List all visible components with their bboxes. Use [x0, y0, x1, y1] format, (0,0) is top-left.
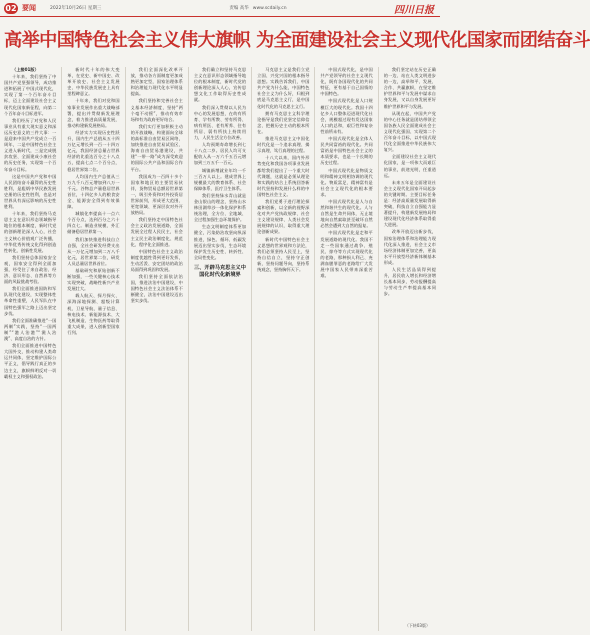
article-paragraph: 十年来，我们坚持马克思主义在意识形态领域指导地位的根本制度，新时代党的创新理论深入人心，社会主义核心价值观广泛传播，中华优秀传统文化得到创造性转化、创新性发展。 — [4, 211, 57, 253]
page-number-badge: 02 — [5, 3, 17, 13]
article-paragraph: 未来五年是全面建设社会主义现代化国家开局起步的关键时期。主要目标任务是：经济高质量发展取得新突破，科技自立自强能力显著提升，构建新发展格局和建设现代化经济体系取得重大进展。 — [383, 179, 436, 228]
article-paragraph: 我们确立和坚持马克思主义在意识形态领域指导地位的根本制度，新时代党的创新理论深入人心，宣传思想文化工作取得历史性成就。 — [193, 67, 247, 103]
article-paragraph: 十年来，我们对党和国家事业发展作出重大战略部署，提出并贯彻新发展理念，着力推进高质量发展，推动构建新发展格局。 — [67, 98, 120, 128]
issue-date: 2022年10月26日 星期三 — [50, 6, 102, 11]
column-divider — [378, 67, 379, 631]
article-paragraph: 我们党勇于进行理论探索和创新，以全新的视野深化对共产党执政规律、社会主义建设规律、人类社会发展规律的认识，取得重大理论创新成果。 — [257, 198, 310, 235]
article-paragraph: 我们全面深化改革开放，推动各方面制度更加成熟更加定型，国家治理体系和治理能力现代化水平明显提高。 — [130, 67, 183, 97]
article-paragraph: 我们坚持全面依法治国，推进法治中国建设，中国特色社会主义法治体系不断健全，法治中国建设迈出坚实步伐。 — [130, 274, 183, 304]
section-name: 要闻 — [22, 4, 36, 12]
article-paragraph: 我们加快推进科技自立自强，全社会研发经费支出从一万亿元增加到二万八千亿元，居世界第二位，研发人员总量居世界首位。 — [67, 236, 120, 266]
article-column-3 — [131, 67, 183, 631]
article-paragraph: 人均预期寿命增长到七十八点二岁。居民人均可支配收入从一万六千五百元增加到三万五千一百元。 — [193, 142, 247, 166]
article-paragraph: 中国式现代化是人与自然和谐共生的现代化。人与自然是生命共同体，无止境地向自然索取甚至破坏自然必然会遭到大自然的报复。 — [320, 198, 373, 229]
article-paragraph: 中国式现代化是走和平发展道路的现代化。我国不走一些国家通过战争、殖民、掠夺等方式实现现代化的老路，那种损人利己、充满血腥罪恶的老路给广大发展中国家人民带来深重苦难。 — [320, 230, 373, 279]
editor-credit: 责编 高华 — [229, 6, 249, 11]
article-paragraph: 我们经历了对党和人民事业具有重大现实意义和深远历史意义的三件大事：一是迎来中国共产党成立一百周年，二是中国特色社会主义进入新时代，三是完成脱贫攻坚、全面建成小康社会的历史任务，实现第一个百年奋斗目标。 — [4, 117, 57, 172]
column-divider — [61, 67, 62, 631]
continuation-note: （下转03版） — [404, 622, 430, 628]
column-divider — [251, 67, 252, 631]
article-paragraph: 我们深入贯彻以人民为中心的发展思想，在幼有所育、学有所教、劳有所得、病有所医、老有所养、住有所居、弱有所扶上持续用力，人民生活全方位改善。 — [193, 104, 247, 141]
article-paragraph: 我们坚持绿水青山就是金山银山的理念，坚持山水林田湖草沙一体化保护和系统治理，全方位、全地域、全过程加强生态环境保护。 — [193, 192, 247, 223]
article-paragraph: 新时代十年的伟大变革，在党史、新中国史、改革开放史、社会主义发展史、中华民族发展史上具有里程碑意义。 — [67, 67, 120, 97]
article-paragraph: 拥有马克思主义科学理论指导是我们党坚定信仰信念、把握历史主动的根本所在。 — [257, 110, 310, 134]
article-paragraph: 马克思主义是我们立党立国、兴党兴国的根本指导思想。实践告诉我们，中国共产党为什么能，中国特色社会主义为什么好，归根到底是马克思主义行，是中国化时代化的马克思主义行。 — [257, 67, 310, 109]
article-column-1 — [4, 67, 56, 631]
article-paragraph: 生态文明制度体系更加健全，污染防治攻坚向纵深推进，绿色、循环、低碳发展迈出坚实步伐，生态环境保护发生历史性、转折性、全局性变化。 — [193, 224, 247, 260]
article-column-6 — [320, 67, 372, 631]
article-paragraph: 人均国内生产总值从三万九千八百元增加到八万一千元。谷物总产量稳居世界首位，十四亿多人的粮食安全、能源安全得到有效保障。 — [67, 173, 120, 210]
article-column-2 — [67, 67, 119, 631]
column-divider — [125, 67, 126, 631]
article-paragraph: 我们实行更加积极主动的开放战略，构建面向全球的高标准自由贸易区网络，加快推进自由贸易试验区、海南自由贸易港建设，共建“一带一路”成为深受欢迎的国际公共产品和国际合作平台。 — [130, 123, 183, 172]
article-paragraph: 中国式现代化是全体人民共同富裕的现代化。共同富裕是中国特色社会主义的本质要求，也是一个长期的历史过程。 — [320, 136, 373, 166]
article-paragraph: 人民生活品质得到提升，居民收入增长和经济增长基本同步，劳动报酬提高与劳动生产率提高基本同步。 — [383, 267, 436, 297]
section-subheading: 三、开辟马克思主义中国化时代化新境界 — [194, 264, 246, 278]
article-paragraph: 城镇化率提高十一点六个百分点，达到百分之六十四点七。制造业规模、外汇储备稳居世界第一。 — [67, 211, 120, 235]
article-column-7 — [384, 67, 436, 631]
column-divider — [314, 67, 315, 631]
article-paragraph: 推进马克思主义中国化时代化是一个追求真理、揭示真理、笃行真理的过程。 — [257, 136, 310, 154]
main-headline: 高举中国特色社会主义伟大旗帜 为全面建设社会主义现代化国家而团结奋斗 — [4, 30, 590, 51]
article-paragraph: 中国式现代化是人口规模巨大的现代化。我国十四亿多人口整体迈进现代化社会，规模超过现有发达国家人口的总和，艰巨性和复杂性前所未有。 — [320, 98, 373, 134]
column-divider — [188, 67, 189, 631]
article-paragraph: 这是中国共产党和中国人民团结奋斗赢得的历史性胜利，是彪炳中华民族发展史册的历史性胜利，也是对世界具有深远影响的历史性胜利。 — [4, 173, 57, 210]
article-paragraph: 载人航天、探月探火、深海深地探测、超级计算机、卫星导航、量子信息、核电技术、新能源技术、大飞机制造、生物医药等取得重大成果，进入创新型国家行列。 — [67, 293, 120, 335]
article-column-4 — [194, 67, 246, 631]
article-paragraph: 中国特色社会主义政治制度优越性得到更好发挥，生动活泼、安定团结的政治局面得到巩固和发展。 — [130, 248, 183, 272]
article-paragraph: 十年来，我们坚持了中国共产党坚强领导，成功推进和拓展了中国式现代化，实现了第一个百年奋斗目标，迈上全面建设社会主义现代化国家新征程，向第二个百年奋斗目标进军。 — [4, 74, 57, 116]
site-url[interactable]: www.scdaily.cn — [252, 5, 287, 11]
article-paragraph: 中国式现代化，是中国共产党领导的社会主义现代化，既有各国现代化的共同特征，更有基于自己国情的中国特色。 — [320, 67, 373, 97]
intro-lead: （上接01版） — [12, 67, 39, 72]
article-column-5 — [257, 67, 309, 631]
article-paragraph: 我们坚持和完善社会主义基本经济制度，坚持“两个毫不动摇”，推动有效市场和有为政府更好结合。 — [130, 98, 183, 122]
article-paragraph: 新时代中国特色社会主义思想的世界观和方法论，我们必须坚持人民至上，坚持自信自立，坚持守正创新，坚持问题导向，坚持系统观念，坚持胸怀天下。 — [257, 236, 310, 272]
article-paragraph: 我们全面准确推进“一国两制”实践，坚持“一国两制”“港人治港”“澳人治澳”、高度自治的方针。 — [4, 317, 57, 342]
article-paragraph: 我们坚持走中国特色社会主义政治发展道路，全面发展全过程人民民主，社会主义民主政治制度化、规范化、程序化全面推进。 — [130, 217, 183, 247]
article-paragraph: 城镇新增就业年均一千三百万人以上。建成世界上规模最大的教育体系、社会保障体系、医疗卫生体系。 — [193, 167, 247, 191]
article-paragraph: 我们坚定站在历史正确的一边、站在人类文明进步的一边，高举和平、发展、合作、共赢旗帜，在坚定维护世界和平与发展中谋求自身发展，又以自身发展更好维护世界和平与发展。 — [383, 67, 436, 109]
newspaper-logo: 四川日报 — [394, 4, 434, 16]
article-paragraph: 我们全面推进国防和军队现代化建设，实现整体性革命性重塑，人民军队在中国特色强军之路上迈出坚定步伐。 — [4, 286, 57, 316]
page-header — [0, 0, 440, 17]
article-body — [4, 67, 436, 631]
article-paragraph: 改革开放迈出新步伐，国家治理体系和治理能力现代化深入推进，社会主义市场经济体制更加完善，更高水平开放型经济新体制基本形成。 — [383, 229, 436, 265]
article-paragraph: 我国成为一百四十多个国家和地区的主要贸易伙伴，货物贸易总额居世界第一，吸引外资和对外投资居世界前列，形成更大范围、更宽领域、更深层次对外开放格局。 — [130, 173, 183, 216]
article-paragraph: 全面建设社会主义现代化国家，是一项伟大而艰巨的事业，前途光明，任重道远。 — [383, 154, 436, 178]
article-paragraph: 我们坚持总体国家安全观，国家安全得到全面加强，经受住了来自政治、经济、意识形态、自然界等方面的风险挑战考验。 — [4, 254, 57, 285]
article-paragraph: 十八大以来，国内外形势变化和我国各项事业发展都给我们提出了一个重大时代课题，这就是必须从理论和实践的结合上系统回答新时代坚持和发展什么样的中国特色社会主义。 — [257, 155, 310, 197]
article-paragraph: 基础研究和原始创新不断加强，一些关键核心技术实现突破，战略性新兴产业发展壮大。 — [67, 268, 120, 292]
article-paragraph: 从现在起，中国共产党的中心任务就是团结带领全国各族人民全面建成社会主义现代化强国、实现第二个百年奋斗目标，以中国式现代化全面推进中华民族伟大复兴。 — [383, 110, 436, 153]
article-paragraph: 中国式现代化是物质文明和精神文明相协调的现代化。物质富足、精神富有是社会主义现代化的根本要求。 — [320, 167, 373, 197]
article-paragraph: 经济实力实现历史性跃升，国内生产总值从五十四万亿元增长到一百一十四万亿元，我国经济总量占世界经济的比重达百分之十八点五，提高七点二个百分点，稳居世界第二位。 — [67, 129, 120, 172]
article-paragraph: 我们全面推进中国特色大国外交，推动构建人类命运共同体，坚定维护国际公平正义，倡导践行真正的多边主义，旗帜鲜明反对一切霸权主义和强权政治。 — [4, 343, 57, 379]
